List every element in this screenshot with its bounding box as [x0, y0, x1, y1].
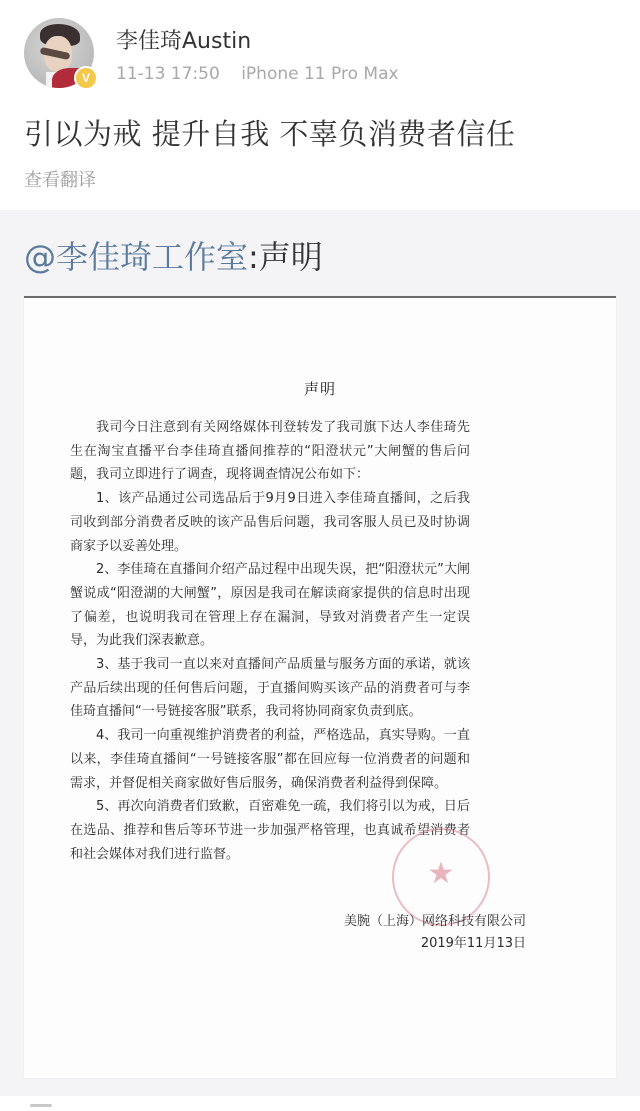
verified-badge-icon: V	[74, 66, 98, 90]
username[interactable]: 李佳琦Austin	[116, 29, 252, 54]
statement-title: 声明	[303, 380, 336, 398]
repost-block[interactable]	[0, 210, 640, 1111]
statement-company: 美腕（上海）网络科技有限公司	[343, 914, 526, 929]
repost-title-text: :声明	[248, 238, 323, 276]
post-source: iPhone 11 Pro Max	[241, 64, 399, 84]
statement-image[interactable]	[24, 296, 616, 1078]
translate-link[interactable]: 查看翻译	[24, 170, 96, 191]
statement-paragraph-intro: 我司今日注意到有关网络媒体刊登转发了我司旗下达人李佳琦先生在淘宝直播平台李佳琦直播间推荐的“阳澄状元”大闸蟹的售后问题，我司立即进行了调查，现将调查情况公布如下：	[70, 420, 470, 483]
statement-paragraph-3: 3、基于我司一直以来对直播间产品质量与服务方面的承诺，就该产品后续出现的任何售后问题，于直播间购买该产品的消费者可与李佳琦直播间“一号链接客服”联系，我司将协同商家负责到底。	[70, 657, 470, 720]
bottom-strip	[0, 1096, 640, 1111]
repost-title	[24, 232, 323, 278]
statement-paragraph-4: 4、我司一向重视维护消费者的利益，严格选品，真实导购。一直以来，李佳琦直播间“一号链接客服”都在回应每一位消费者的问题和需求，并督促相关商家做好售后服务，确保消费者利益得到保障。	[70, 728, 470, 791]
statement-paragraph-1: 1、该产品通过公司选品后于9月9日进入李佳琦直播间，之后我司收到部分消费者反映的该产品售后问题，我司客服人员已及时协调商家予以妥善处理。	[70, 491, 470, 554]
repost-mention-link[interactable]: @李佳琦工作室	[24, 238, 249, 276]
post-header	[0, 0, 640, 210]
statement-date: 2019年11月13日	[420, 936, 526, 951]
seal-star-icon: ★	[427, 856, 455, 891]
statement-paragraph-2: 2、李佳琦在直播间介绍产品过程中出现失误，把“阳澄状元”大闸蟹说成“阳澄湖的大闸蟹”，原因是我司在解读商家提供的信息时出现了偏差，也说明我司在管理上存在漏洞，导致对消费者产生一定误导，为此我们深表歉意。	[70, 562, 470, 649]
post-meta	[116, 64, 399, 84]
post-text: 引以为戒 提升自我 不辜负消费者信任	[24, 117, 516, 151]
statement-paragraph-5: 5、再次向消费者们致歉，百密难免一疏，我们将引以为戒，日后在选品、推荐和售后等环节进一步加强严格管理，也真诚希望消费者和社会媒体对我们进行监督。	[70, 799, 470, 862]
post-timestamp: 11-13 17:50	[116, 64, 220, 84]
statement-body	[70, 416, 470, 866]
partial-avatar-icon	[30, 1104, 52, 1107]
